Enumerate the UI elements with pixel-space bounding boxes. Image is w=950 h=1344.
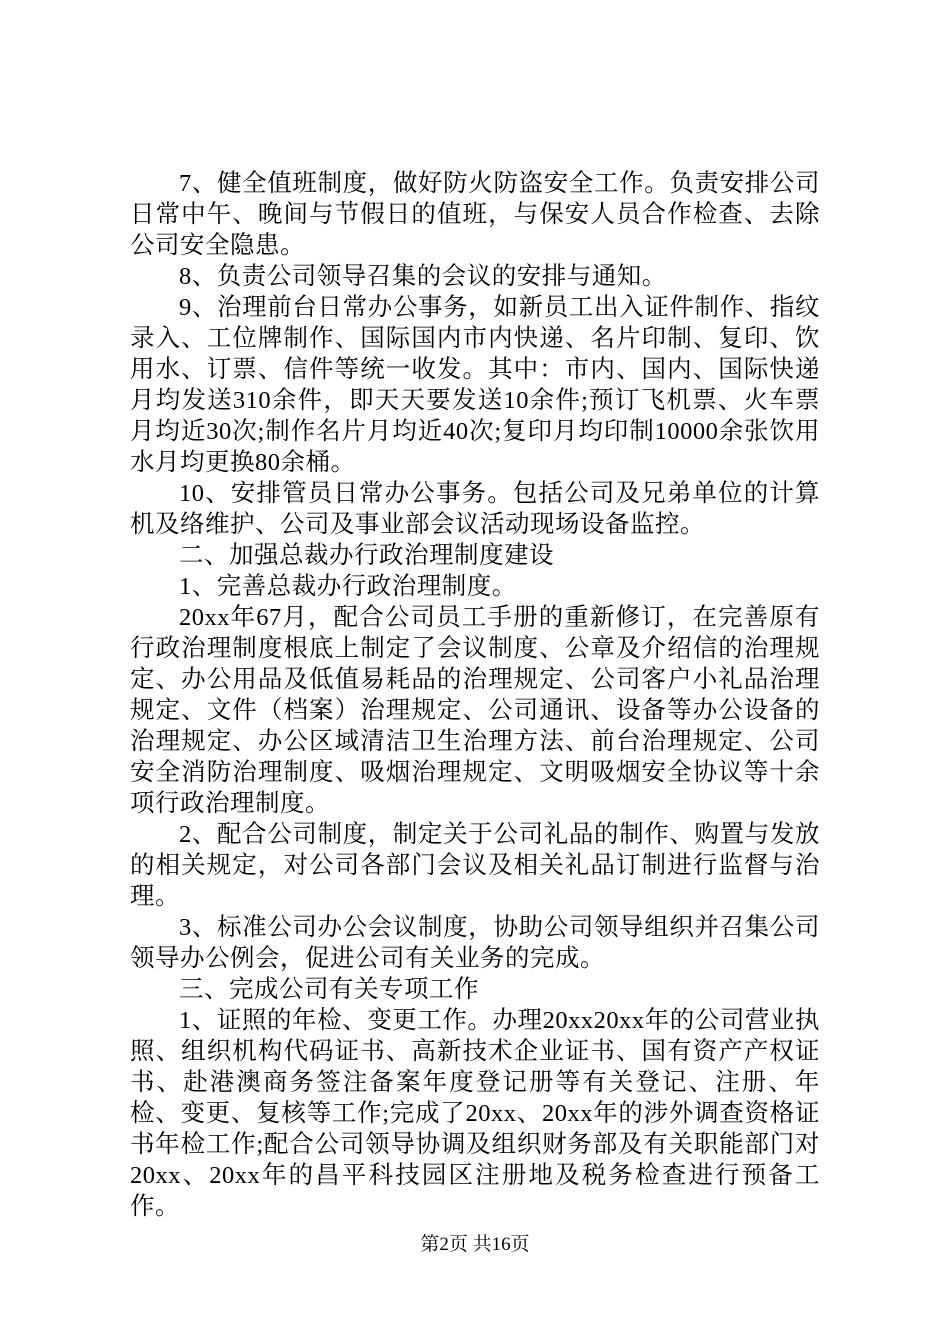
- document-body: [130, 168, 820, 1222]
- section-heading-3: 三、完成公司有关专项工作: [179, 976, 479, 1003]
- section-2-item-1: 1、完善总裁办行政治理制度。: [179, 573, 517, 600]
- section-2-item-3: 3、标准公司办公会议制度，协助公司领导组织并召集公司领导办公例会，促进公司有关业务的完成。: [130, 914, 820, 972]
- paragraph-item-10: 10、安排管员日常办公事务。包括公司及兄弟单位的计算机及络维护、公司及事业部会议活动现场设备监控。: [130, 480, 820, 538]
- paragraph-item-9: 9、治理前台日常办公事务，如新员工出入证件制作、指纹录入、工位牌制作、国际国内市内快递、名片印制、复印、饮用水、订票、信件等统一收发。其中：市内、国内、国际快递月均发送310余件，即天天要发送10余件;预订飞机票、火车票月均近30次;制作名片月均近40次;复印月均印制10000余张饮用水月均更换80余桶。: [130, 294, 820, 476]
- page-number-label: 第2页 共16页: [420, 1234, 530, 1255]
- section-heading-2: 二、加强总裁办行政治理制度建设: [179, 542, 554, 569]
- section-2-item-2: 2、配合公司制度，制定关于公司礼品的制作、购置与发放的相关规定，对公司各部门会议及相关礼品订制进行监督与治理。: [130, 821, 820, 910]
- section-3-item-1: 1、证照的年检、变更工作。办理20xx20xx年的公司营业执照、组织机构代码证书、高新技术企业证书、国有资产产权证书、赴港澳商务签注备案年度登记册等有关登记、注册、年检、变更、复核等工作;完成了20xx、20xx年的涉外调查资格证书年检工作;配合公司领导协调及组织财务部及有关职能部门对20xx、20xx年的昌平科技园区注册地及税务检查进行预备工作。: [130, 1007, 820, 1220]
- page-footer: [0, 1234, 950, 1256]
- paragraph-item-8: 8、负责公司领导召集的会议的安排与通知。: [179, 263, 667, 290]
- paragraph-item-7: 7、健全值班制度，做好防火防盗安全工作。负责安排公司日常中午、晚间与节假日的值班，与保安人员合作检查、去除公司安全隐患。: [130, 170, 820, 259]
- section-2-item-1-detail: 20xx年67月，配合公司员工手册的重新修订，在完善原有行政治理制度根底上制定了会议制度、公章及介绍信的治理规定、办公用品及低值易耗品的治理规定、公司客户小礼品治理规定、文件（档案）治理规定、公司通讯、设备等办公设备的治理规定、办公区域清洁卫生治理方法、前台治理规定、公司安全消防治理制度、吸烟治理规定、文明吸烟安全协议等十余项行政治理制度。: [130, 604, 820, 817]
